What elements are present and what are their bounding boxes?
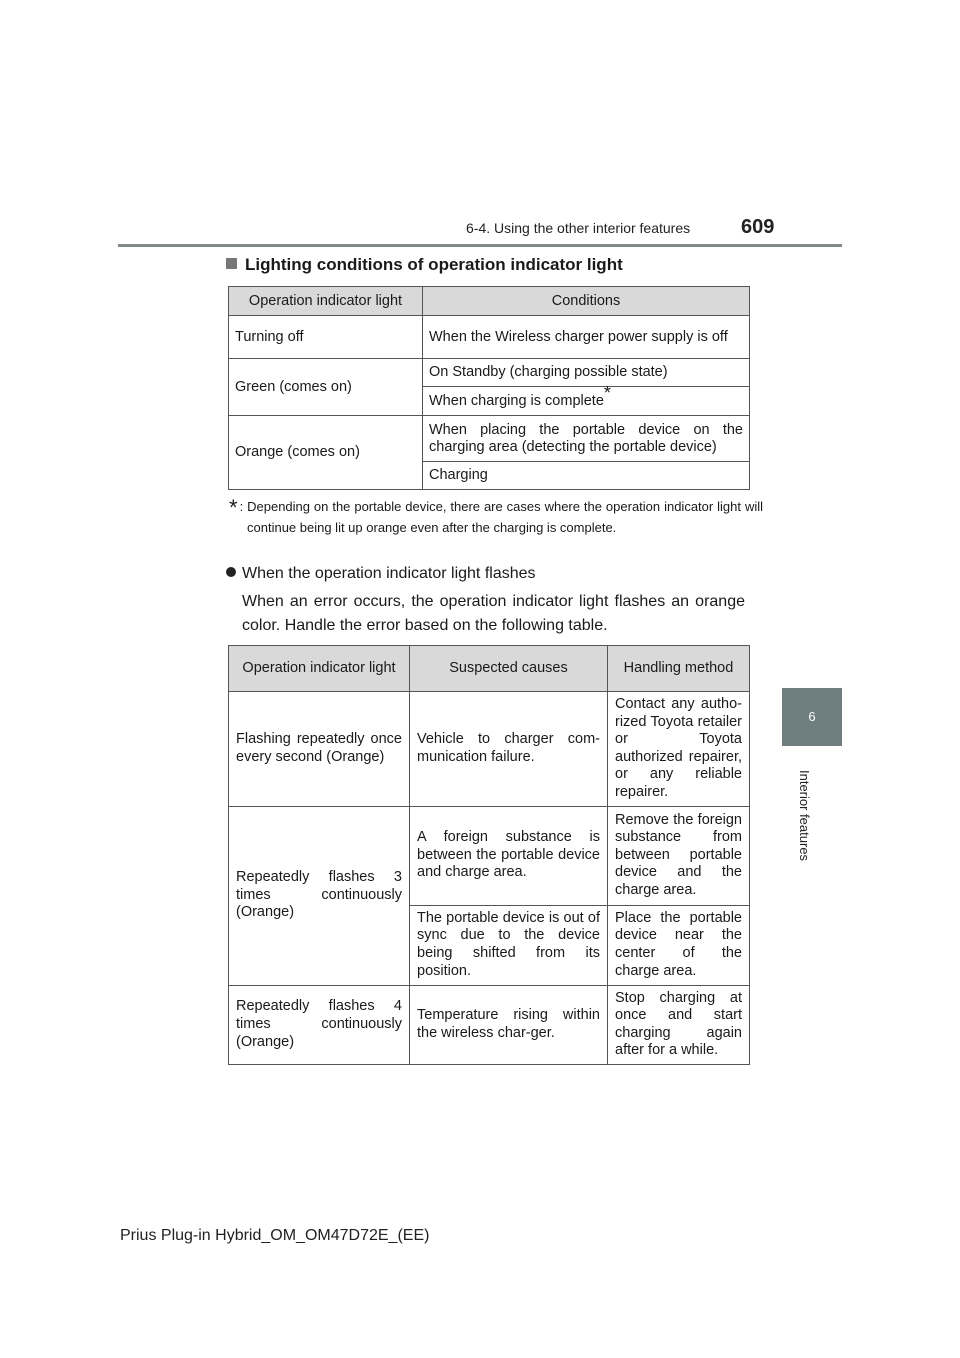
table-row <box>229 806 750 905</box>
bullet-heading-text: When the operation indicator light flashes <box>242 565 536 582</box>
table-cell: Turning off <box>229 316 423 359</box>
chapter-tab <box>782 688 842 746</box>
table-cell: Temperature rising within the wireless char-ger. <box>410 985 608 1064</box>
table-cell: Place the portable device near the center of the charge area. <box>608 905 750 985</box>
column-header: Operation indicator light <box>229 287 423 316</box>
table-row <box>229 416 750 462</box>
column-header: Operation indicator light <box>229 646 410 692</box>
table-header-row <box>229 287 750 316</box>
table-cell: Contact any autho-rized Toyota retailer or Toyota authorized repairer, or any reliable repairer. <box>608 692 750 807</box>
bullet-heading <box>226 565 536 583</box>
table-cell: Charging <box>423 462 750 490</box>
column-header: Conditions <box>423 287 750 316</box>
chapter-title: Interior features <box>797 770 812 862</box>
section-heading-text: Lighting conditions of operation indicator light <box>245 255 623 274</box>
footnote-mark: * <box>229 495 238 520</box>
table-cell: When placing the portable device on the charging area (detecting the portable device) <box>423 416 750 462</box>
cell-text: When charging is complete <box>429 392 604 409</box>
table-cell: Repeatedly flashes 4 times continuously (Orange) <box>229 985 410 1064</box>
table-cell: Repeatedly flashes 3 times continuously (Orange) <box>229 806 410 985</box>
table-cell: Remove the foreign substance from between portable device and the charge area. <box>608 806 750 905</box>
table-cell: The portable device is out of sync due to the device being shifted from its position. <box>410 905 608 985</box>
table-cell: Flashing repeatedly once every second (Orange) <box>229 692 410 807</box>
asterisk-mark: * <box>603 382 611 403</box>
chapter-number: 6 <box>808 709 816 724</box>
square-bullet-icon <box>226 258 237 269</box>
footnote <box>229 497 763 538</box>
column-header: Suspected causes <box>410 646 608 692</box>
table-row <box>229 692 750 807</box>
running-header-section: 6-4. Using the other interior features <box>466 220 691 236</box>
section-heading <box>226 255 623 275</box>
table-cell: When the Wireless charger power supply is off <box>423 316 750 359</box>
table-cell: On Standby (charging possible state) <box>423 359 750 387</box>
table-row <box>229 985 750 1064</box>
body-paragraph: When an error occurs, the operation indicator light flashes an orange color. Handle the error based on the following table. <box>242 593 745 634</box>
table-cell: Orange (comes on) <box>229 416 423 490</box>
table-cell: Stop charging at once and start charging again after for a while. <box>608 985 750 1064</box>
table-cell: Green (comes on) <box>229 359 423 416</box>
table-row <box>229 316 750 359</box>
table-header-row <box>229 646 750 692</box>
page-number: 609 <box>741 216 775 238</box>
table-cell <box>423 382 750 416</box>
bullet-dot-icon <box>226 567 236 577</box>
column-header: Handling method <box>608 646 750 692</box>
table-row <box>229 359 750 387</box>
footnote-text: : Depending on the portable device, there are cases where the operation indicator light will continue being lit up orange even after the charging is complete. <box>239 499 763 535</box>
header-divider <box>118 244 842 247</box>
table-cell: A foreign substance is between the portable device and charge area. <box>410 806 608 905</box>
page-footer: Prius Plug-in Hybrid_OM_OM47D72E_(EE) <box>120 1227 430 1244</box>
table-cell: Vehicle to charger com-munication failure. <box>410 692 608 807</box>
lighting-conditions-table <box>228 286 750 490</box>
flash-handling-table <box>228 645 750 1065</box>
